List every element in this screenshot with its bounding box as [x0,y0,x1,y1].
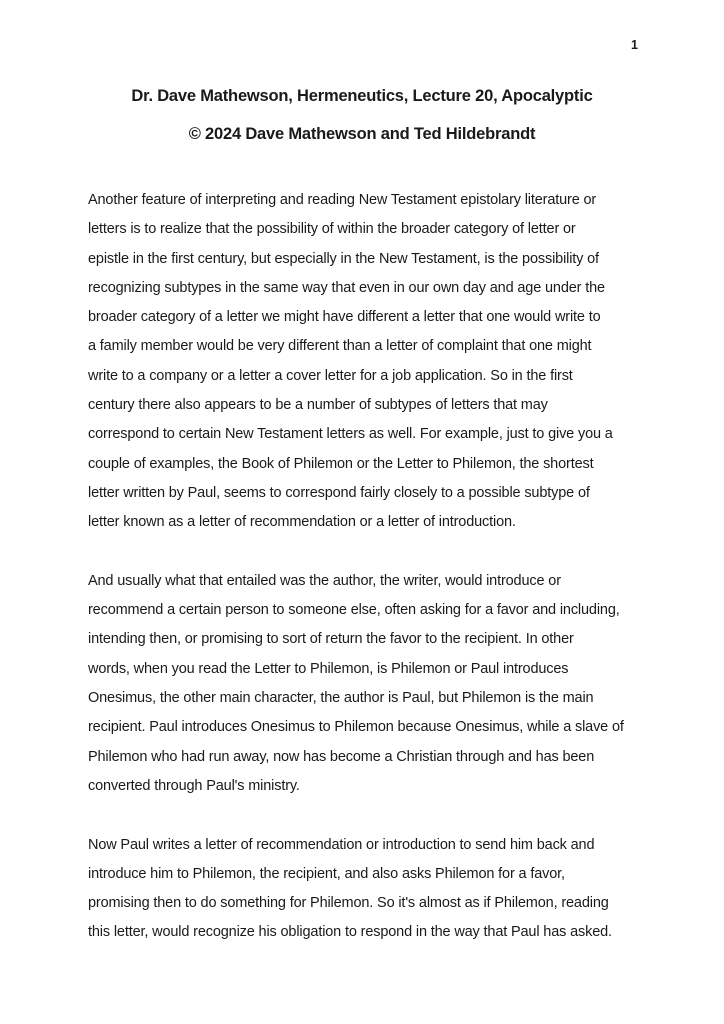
document-header [0,0,724,146]
text-line: Philemon who had run away, now has become a Christian through and has been [88,748,595,765]
text-line: recommend a certain person to someone else, often asking for a favor and including, [88,602,620,619]
text-line: recipient. Paul introduces Onesimus to Philemon because Onesimus, while a slave of [88,719,624,736]
text-line: write to a company or a letter a cover letter for a job application. So in the first [88,367,573,384]
page-number: 1 [631,38,638,52]
text-line: recognizing subtypes in the same way that even in our own day and age under the [88,279,605,296]
paragraph [88,186,638,538]
text-line: letter known as a letter of recommendation or a letter of introduction. [88,514,516,531]
text-line: epistle in the first century, but especially in the New Testament, is the possibility of [88,250,599,267]
paragraph [88,567,638,801]
text-line: introduce him to Philemon, the recipient, and also asks Philemon for a favor, [88,865,565,882]
text-line: converted through Paul's ministry. [88,777,300,794]
text-line: Onesimus, the other main character, the author is Paul, but Philemon is the main [88,690,594,707]
text-line: Another feature of interpreting and reading New Testament epistolary literature or [88,192,597,208]
document-title: Dr. Dave Mathewson, Hermeneutics, Lecture 20, Apocalyptic [131,87,593,105]
text-line: correspond to certain New Testament letters as well. For example, just to give you a [88,426,613,443]
paragraph [88,831,638,948]
text-line: this letter, would recognize his obligation to respond in the way that Paul has asked. [88,924,612,941]
text-line: And usually what that entailed was the author, the writer, would introduce or [88,572,561,589]
text-line: words, when you read the Letter to Philemon, is Philemon or Paul introduces [88,660,569,677]
text-line: promising then to do something for Philemon. So it's almost as if Philemon, reading [88,895,609,912]
document-body [88,186,638,948]
text-line: letters is to realize that the possibility of within the broader category of letter or [88,221,576,238]
text-line: couple of examples, the Book of Philemon or the Letter to Philemon, the shortest [88,455,594,472]
text-line: broader category of a letter we might have different a letter that one would write to [88,309,601,326]
text-line: Now Paul writes a letter of recommendation or introduction to send him back and [88,836,595,853]
text-line: century there also appears to be a number of subtypes of letters that may [88,397,548,414]
text-line: letter written by Paul, seems to correspond fairly closely to a possible subtype of [88,484,590,501]
text-line: intending then, or promising to sort of return the favor to the recipient. In other [88,631,574,648]
text-line: a family member would be very different than a letter of complaint that one might [88,338,592,355]
copyright-line: © 2024 Dave Mathewson and Ted Hildebrandt [188,125,536,143]
